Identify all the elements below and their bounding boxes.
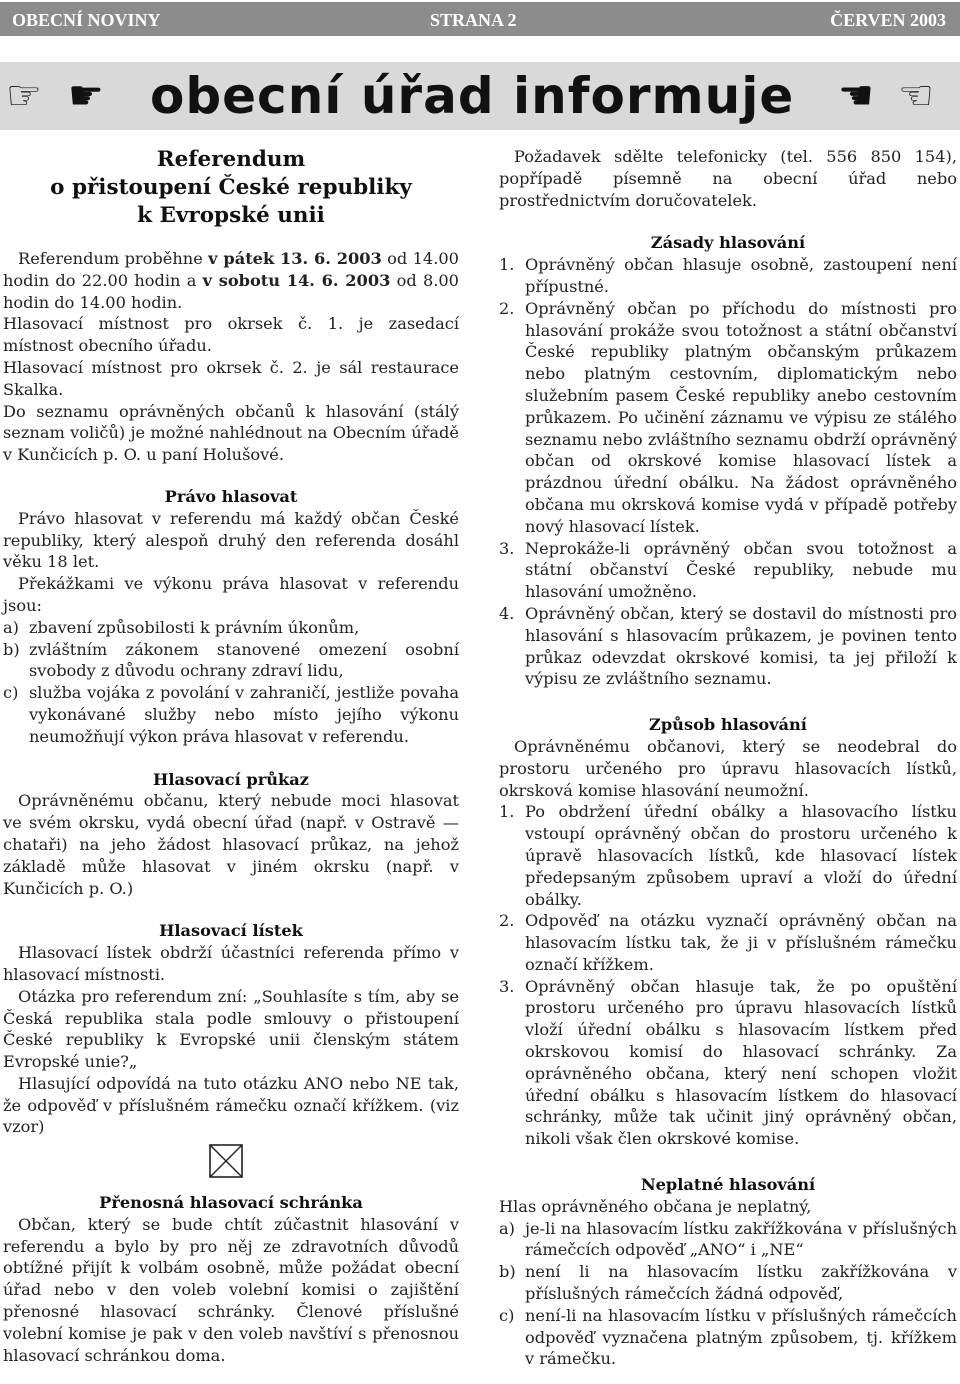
list-text: Odpověď na otázku vyznačí oprávněný občan na hlasovacím lístku tak, že ji v příslušném rámečku označí křížkem. — [525, 911, 957, 974]
list-marker: 1. — [499, 255, 515, 275]
intro-date: v pátek 13. 6. 2003 — [208, 249, 382, 268]
right-column — [499, 146, 957, 1370]
intro-paragraph — [3, 248, 459, 313]
pointing-hand-icon: ☞ — [6, 73, 42, 119]
list-marker: 2. — [499, 298, 515, 318]
list-item — [499, 1261, 957, 1305]
list — [499, 801, 957, 1150]
list-text: Oprávněný občan, který se dostavil do místnosti pro hlasování s hlasovacím průkazem, je povinen tento průkaz odevzdat okrskové komisi, ta jej přiloží k výpisu ze zvláštního seznamu. — [525, 603, 957, 689]
list-text: zbavení způsobilosti k právním úkonům, — [29, 617, 360, 637]
newspaper-name: OBECNÍ NOVINY — [12, 10, 161, 30]
intro-date: v sobotu 14. 6. 2003 — [202, 270, 391, 290]
list-text: je-li na hlasovacím lístku zakřížkována v příslušných rámečcích odpověď „ANO“ i „NE“ — [525, 1218, 957, 1260]
paragraph: Oprávněnému občanovi, který se neodebral do prostoru určeného pro úpravu hlasovacích lístků, okrsková komise hlasování neumožní. — [499, 736, 957, 800]
section-heading: Zásady hlasování — [650, 233, 806, 253]
list — [499, 254, 957, 690]
list-text: Oprávněný občan hlasuje osobně, zastoupení není přípustné. — [525, 255, 957, 296]
paragraph: Hlasující odpovídá na tuto otázku ANO nebo NE tak, že odpověď v příslušném rámečku označí křížkem. (viz vzor) — [3, 1073, 459, 1137]
article-title-line: o přistoupení České republiky — [50, 175, 412, 200]
section-heading: Způsob hlasování — [649, 715, 807, 735]
list-item — [499, 976, 957, 1150]
intro-paragraph: Do seznamu oprávněných občanů k hlasování (stálý seznam voličů) je možné nahlédnout na Obecním úřadě v Kunčicích p. O. u paní Holušové. — [3, 401, 459, 465]
list-marker: 4. — [499, 603, 515, 623]
list — [499, 1218, 957, 1371]
list-text: Oprávněný občan hlasuje tak, že po opuštění prostoru určeného pro úpravu hlasovacích lístků vloží úřední obálku s hlasovacím lístkem před okrskovou komisí do hlasovací schránky. Za oprávněného občana, který není schopen vložit úřední obálku s hlasovacím lístkem do hlasovací schránky, může tak učinit jiný oprávněný občan, nikoli však člen okrskové komise. — [525, 976, 957, 1149]
section-heading: Neplatné hlasování — [640, 1175, 816, 1195]
pointing-hand-icon: ☜ — [898, 73, 934, 119]
article-title — [3, 146, 459, 230]
list-item — [499, 801, 957, 910]
paragraph: Překážkami ve výkonu práva hlasovat v referendu jsou: — [3, 574, 459, 615]
list-item — [499, 254, 957, 298]
list-item — [3, 639, 459, 683]
list-item — [499, 603, 957, 690]
list-item — [499, 910, 957, 975]
left-column — [3, 146, 459, 1366]
list-marker: b) — [3, 639, 20, 659]
list-item — [499, 538, 957, 603]
section-heading: Přenosná hlasovací schránka — [99, 1193, 363, 1213]
list-text: není li na hlasovacím lístku zakřížkována v příslušných rámečcích žádná odpověď, — [525, 1262, 957, 1304]
pointing-hand-icon: ☛ — [68, 73, 104, 119]
intro-paragraph: Hlasovací místnost pro okrsek č. 2. je sál restaurace Skalka. — [3, 357, 459, 399]
list-text: služba vojáka z povolání v zahraničí, jestliže povaha vykonávané služby nebo místo jejího výkonu neumožňují výkon práva hlasovat v referendu. — [29, 683, 459, 746]
list-text: Po obdržení úřední obálky a hlasovacího lístku vstoupí oprávněný občan do prostoru určeného k úpravě hlasovacích lístků, kde hlasovací lístek předepsaným způsobem upraví a vloží do úřední obálky. — [525, 802, 957, 909]
paragraph: Občan, který se bude chtít zúčastnit hlasování v referendu a bylo by pro něj ze zdravotních důvodů obtížné přijít k volbám osobně, může požádat obecní úřad nebo v den voleb volební komisi o zajištění přenosné hlasovací schránky. Členové příslušné volební komise je pak v den voleb navštíví s přenosnou hlasovací schránkou doma. — [3, 1214, 459, 1365]
list-item — [499, 1305, 957, 1370]
list-marker: 3. — [499, 976, 515, 996]
section-heading: Právo hlasovat — [164, 486, 298, 506]
intro-paragraph: Hlasovací místnost pro okrsek č. 1. je zasedací místnost obecního úřadu. — [3, 314, 459, 356]
list-marker: a) — [3, 617, 19, 637]
list-item — [499, 1218, 957, 1262]
list-text: Oprávněný občan po příchodu do místnosti pro hlasování prokáže svou totožnost a státní občanství České republiky platným občanským průkazem nebo platným cestovním, diplomatickým nebo služebním pasem České republiky anebo cestovním průkazem. Po učinění záznamu ve výpisu ze stálého seznamu nebo zvláštního seznamu obdrží oprávněný občan od okrskové komise hlasovací lístek a prázdnou úřední obálku. Na žádost oprávněného občana mu okrsková komise vydá v případě potřeby nový hlasovací lístek. — [525, 298, 957, 536]
paragraph: Hlas oprávněného občana je neplatný, — [499, 1196, 812, 1216]
list — [3, 617, 459, 748]
list-item — [3, 617, 459, 639]
section-title: obecní úřad informuje — [150, 67, 795, 125]
intro-text: od 14.00 hodin do 22.00 hodin a — [3, 249, 459, 290]
intro-text: Referendum proběhne — [18, 249, 209, 268]
paragraph: Požadavek sdělte telefonicky (tel. 556 850 154), popřípadě písemně na obecní úřad nebo prostřednictvím doručovatelek. — [499, 147, 957, 210]
section-banner — [0, 62, 960, 130]
paragraph: Oprávněnému občanu, který nebude moci hlasovat ve svém okrsku, vydá obecní úřad (např. v Ostravě — chataři) na jeho žádost hlasovací průkaz, na jehož základě může hlasovat v jiném okrsku (např. v Kunčicích p. O.) — [3, 791, 459, 898]
list-text: Neprokáže-li oprávněný občan svou totožnost a státní občanství České republiky, nebude mu hlasování umožněno. — [525, 538, 957, 602]
paragraph: Hlasovací lístek obdrží účastníci referenda přímo v hlasovací místnosti. — [3, 943, 459, 984]
article-title-line: k Evropské unii — [137, 203, 325, 228]
paragraph: Otázka pro referendum zní: „Souhlasíte s tím, aby se Česká republika stala podle smlouvy o přistoupení České republiky k Evropské unii členským státem Evropské unie?„ — [3, 986, 459, 1072]
list-marker: c) — [3, 683, 19, 703]
intro-text: od 8.00 hodin do 14.00 hodin. — [3, 270, 459, 312]
newspaper-header — [0, 2, 960, 36]
list-marker: c) — [499, 1305, 515, 1325]
list-marker: 3. — [499, 538, 515, 558]
page-number: STRANA 2 — [430, 10, 517, 30]
section-heading: Hlasovací průkaz — [153, 769, 309, 789]
article-title-line: Referendum — [156, 147, 306, 172]
issue-date: ČERVEN 2003 — [830, 10, 946, 30]
pointing-hand-icon: ☚ — [838, 73, 874, 119]
list-text: není-li na hlasovacím lístku v příslušných rámečcích odpověď vyznačena platným způsobem, tj. křížkem v rámečku. — [525, 1305, 957, 1369]
list-item — [3, 682, 459, 747]
section-heading: Hlasovací lístek — [159, 921, 303, 941]
list-item — [499, 298, 957, 538]
list-marker: b) — [499, 1262, 516, 1282]
paragraph: Právo hlasovat v referendu má každý občan České republiky, který alespoň druhý den referenda dosáhl věku 18 let. — [3, 508, 459, 572]
list-marker: a) — [499, 1218, 515, 1238]
list-marker: 2. — [499, 911, 515, 931]
ballot-box-sample-icon — [209, 1144, 243, 1178]
list-marker: 1. — [499, 802, 515, 822]
list-text: zvláštním zákonem stanovené omezení osobní svobody z důvodu ochrany zdraví lidu, — [29, 639, 459, 681]
